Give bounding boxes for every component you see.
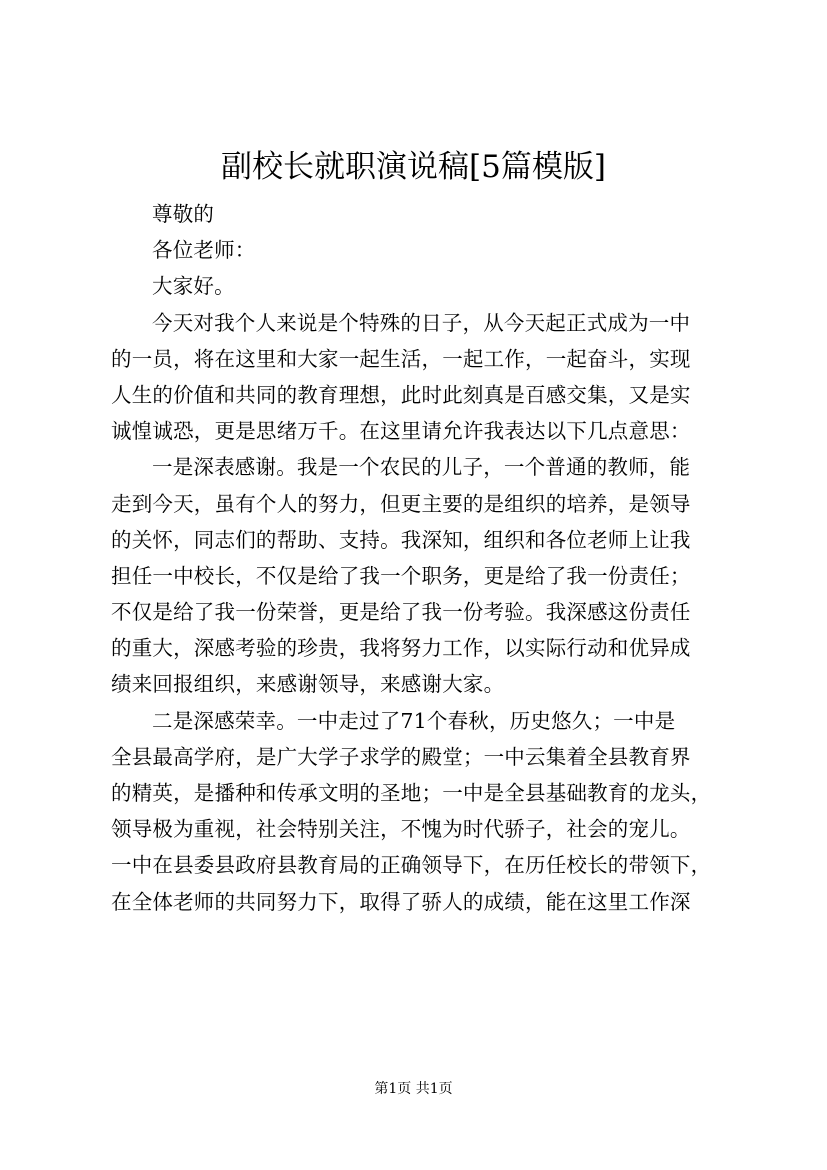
paragraph-line: 不仅是给了我一份荣誉，更是给了我一份考验。我深感这份责任 (111, 600, 691, 625)
paragraph-line: 领导极为重视，社会特别关注，不愧为时代骄子，社会的宠儿。 (111, 817, 691, 842)
paragraph-line: 二是深感荣幸。一中走过了71个春秋，历史悠久；一中是 (152, 708, 676, 733)
paragraph-line: 担任一中校长，不仅是给了我一个职务，更是给了我一份责任； (111, 563, 691, 588)
paragraph-line: 人生的价值和共同的教育理想，此时此刻真是百感交集，又是实 (111, 382, 691, 407)
paragraph-line: 全县最高学府，是广大学子求学的殿堂；一中云集着全县教育界 (111, 744, 691, 769)
paragraph-line: 的精英，是播种和传承文明的圣地；一中是全县基础教育的龙头， (111, 781, 712, 805)
salutation-line: 各位老师： (152, 238, 256, 263)
paragraph-line: 的一员，将在这里和大家一起生活，一起工作，一起奋斗，实现 (111, 346, 691, 371)
paragraph-line: 的重大，深感考验的珍贵，我将努力工作，以实际行动和优异成 (111, 636, 691, 661)
document-body (111, 196, 741, 920)
page-footer: 第1页 共1页 (374, 1081, 453, 1097)
greeting-line: 大家好。 (152, 274, 235, 299)
paragraph-line: 绩来回报组织，来感谢领导，来感谢大家。 (111, 672, 505, 697)
paragraph-line: 走到今天，虽有个人的努力，但更主要的是组织的培养，是领导 (111, 491, 691, 516)
paragraph-line: 在全体老师的共同努力下，取得了骄人的成绩，能在这里工作深 (111, 889, 691, 914)
document-title: 副校长就职演说稿[5篇模版] (221, 149, 606, 185)
paragraph-line: 诚惶诚恐，更是思绪万千。在这里请允许我表达以下几点意思： (111, 419, 691, 444)
paragraph-line: 今天对我个人来说是个特殊的日子，从今天起正式成为一中 (152, 310, 691, 335)
paragraph-line: 一是深表感谢。我是一个农民的儿子，一个普通的教师，能 (152, 455, 691, 480)
paragraph-line: 的关怀，同志们的帮助、支持。我深知，组织和各位老师上让我 (111, 527, 691, 552)
paragraph-line: 一中在县委县政府县教育局的正确领导下，在历任校长的带领下， (111, 853, 712, 878)
salutation-line: 尊敬的 (152, 202, 215, 226)
